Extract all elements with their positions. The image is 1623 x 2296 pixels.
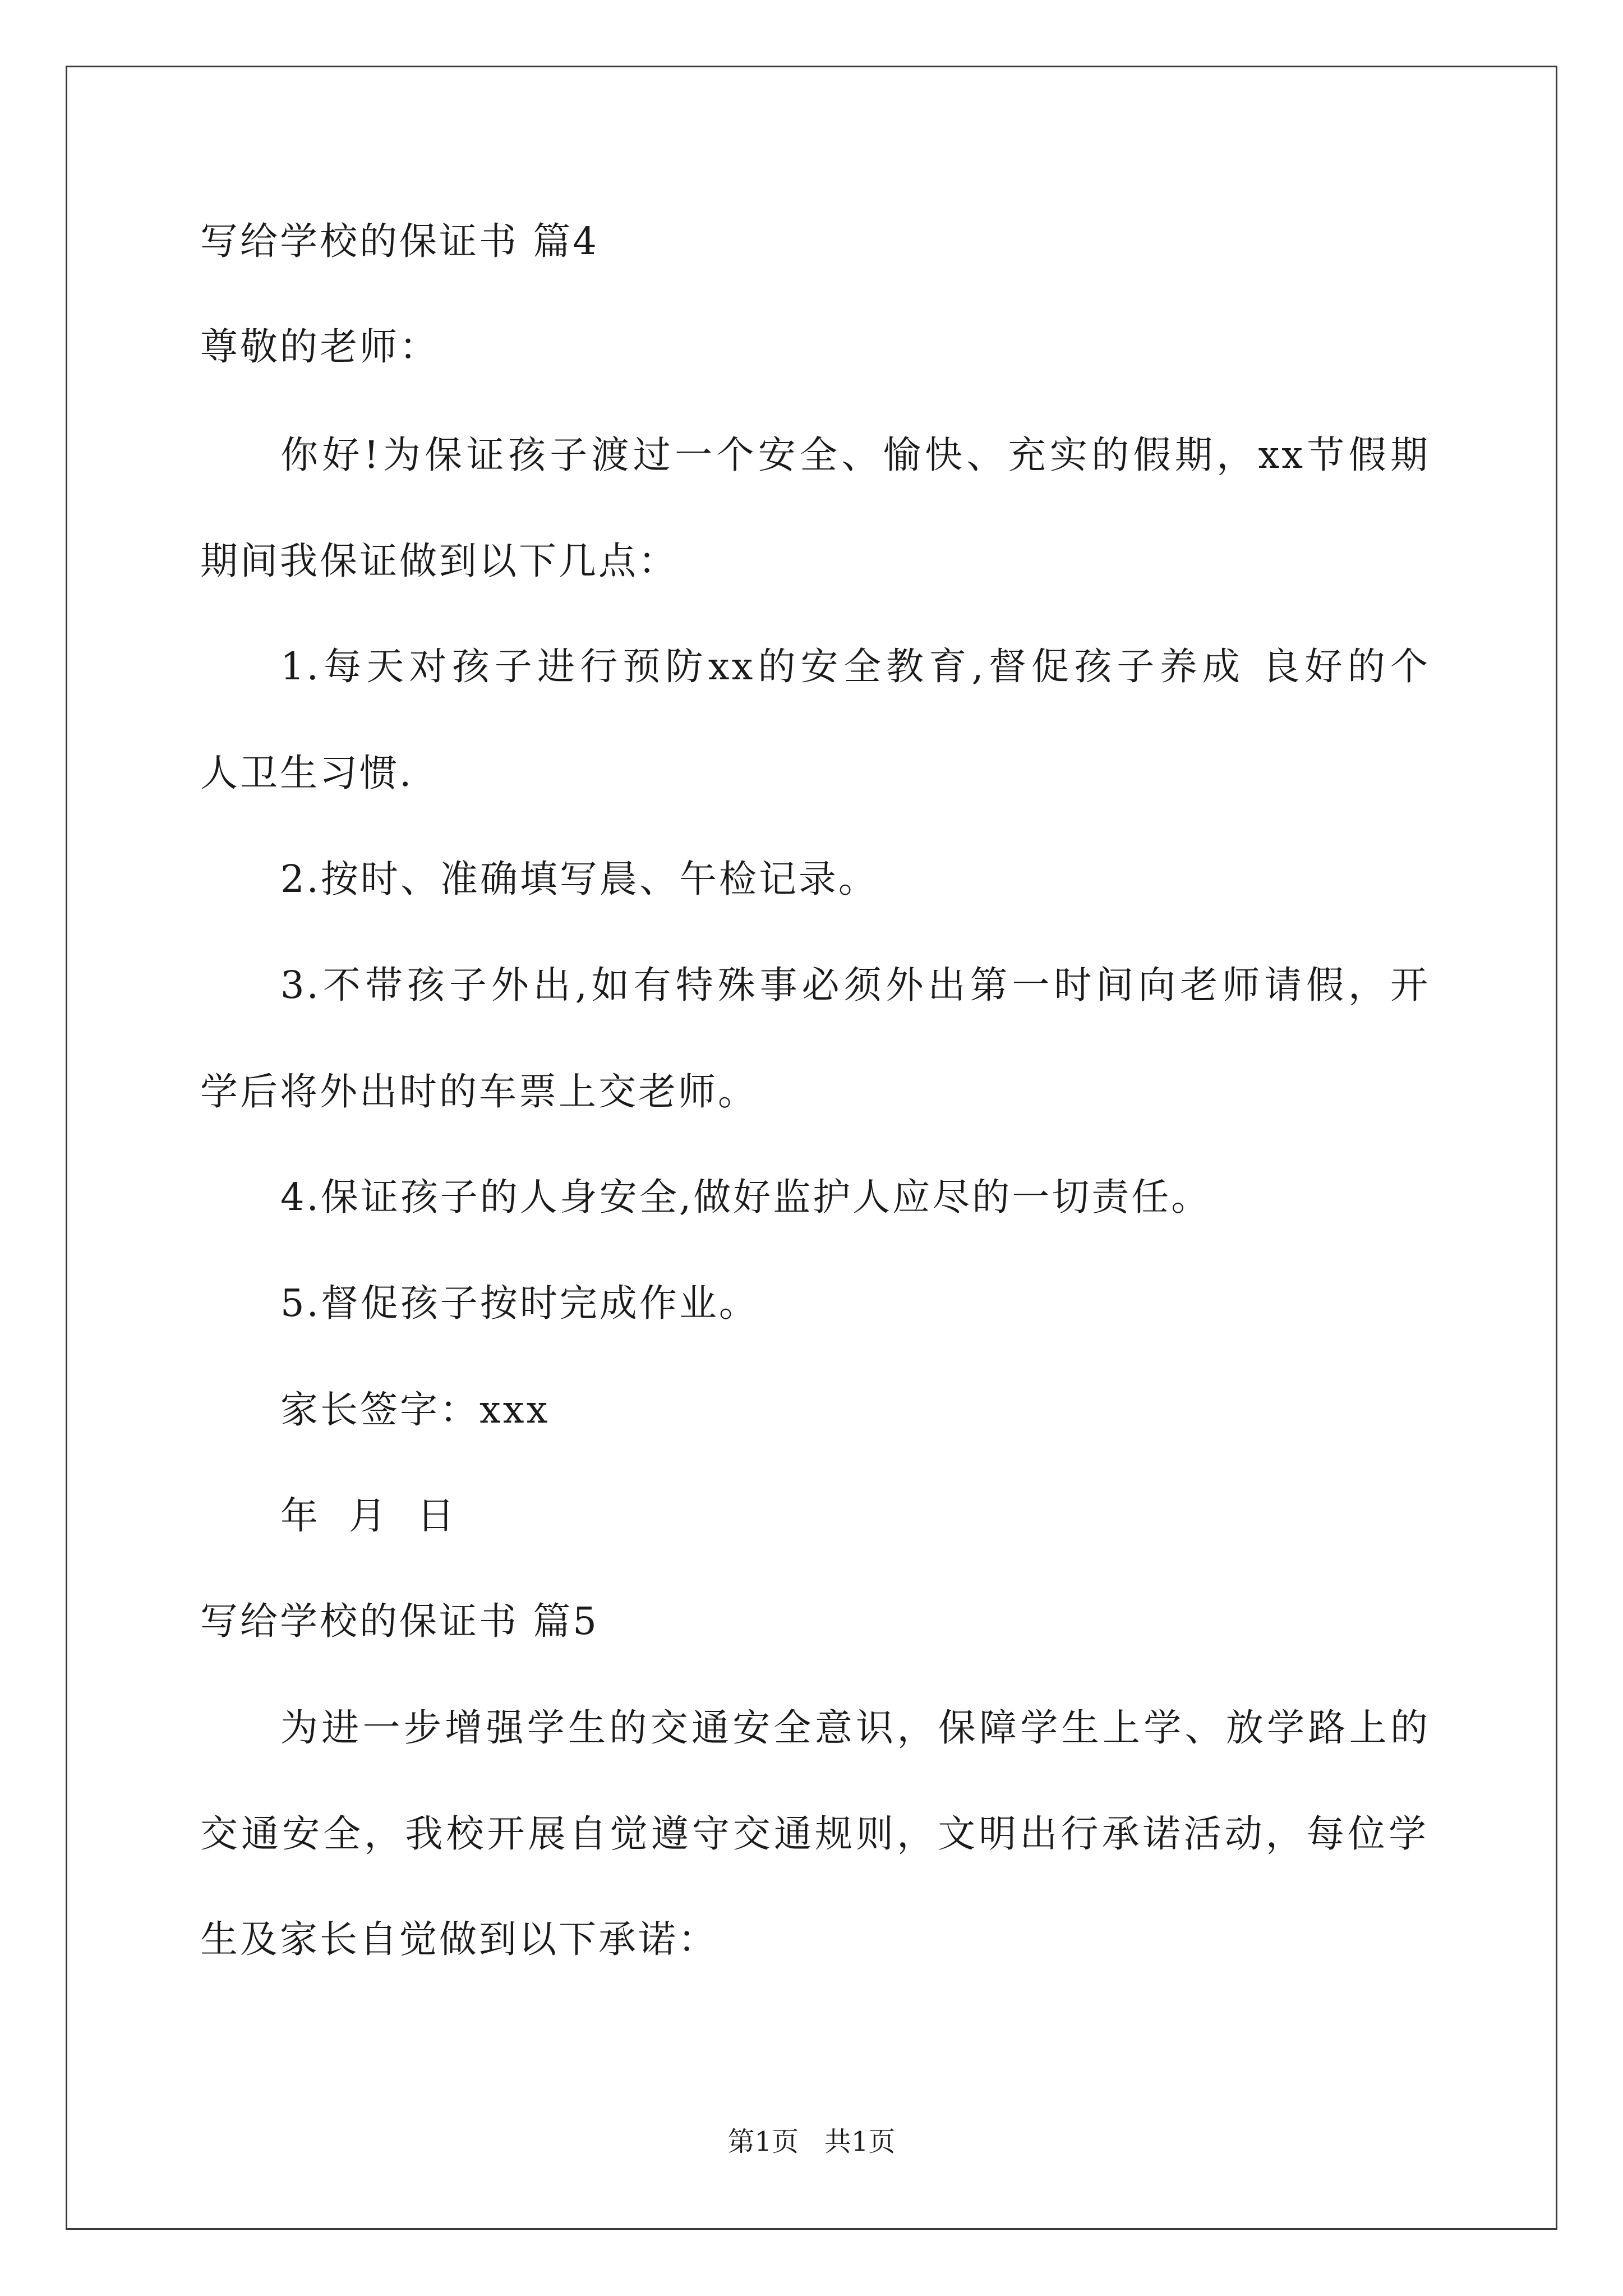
paragraph-line: 交通安全，我校开展自觉遵守交通规则，文明出行承诺活动，每位学: [200, 1812, 1428, 1856]
parent-signature: 家长签字：xxx: [280, 1388, 550, 1432]
paragraph-line: 期间我保证做到以下几点：: [200, 539, 678, 583]
paragraph-line: 生及家长自觉做到以下承诺：: [200, 1917, 718, 1961]
list-item-5: 5.督促孩子按时完成作业。: [280, 1281, 759, 1325]
section-heading-5: 写给学校的保证书 篇5: [200, 1599, 599, 1643]
page-border: [66, 66, 1557, 2230]
list-item-1: 1.每天对孩子进行预防xx的安全教育,督促孩子养成 良好的个: [280, 645, 1430, 688]
list-item-4: 4.保证孩子的人身安全,做好监护人应尽的一切责任。: [280, 1175, 1211, 1219]
list-item-2: 2.按时、准确填写晨、午检记录。: [280, 857, 878, 901]
salutation: 尊敬的老师：: [200, 325, 439, 369]
date-line: 年 月 日: [280, 1494, 457, 1538]
section-heading-4: 写给学校的保证书 篇4: [200, 219, 599, 263]
list-item-3: 3.不带孩子外出,如有特殊事必须外出第一时间向老师请假，开: [280, 963, 1430, 1007]
page-number-footer: 第1页 共1页: [727, 2126, 896, 2157]
paragraph-line: 你好!为保证孩子渡过一个安全、愉快、充实的假期，xx节假期: [280, 433, 1430, 477]
list-item-3-continued: 学后将外出时的车票上交老师。: [200, 1070, 758, 1114]
paragraph-line: 为进一步增强学生的交通安全意识，保障学生上学、放学路上的: [280, 1706, 1430, 1750]
list-item-1-continued: 人卫生习惯.: [200, 751, 414, 795]
